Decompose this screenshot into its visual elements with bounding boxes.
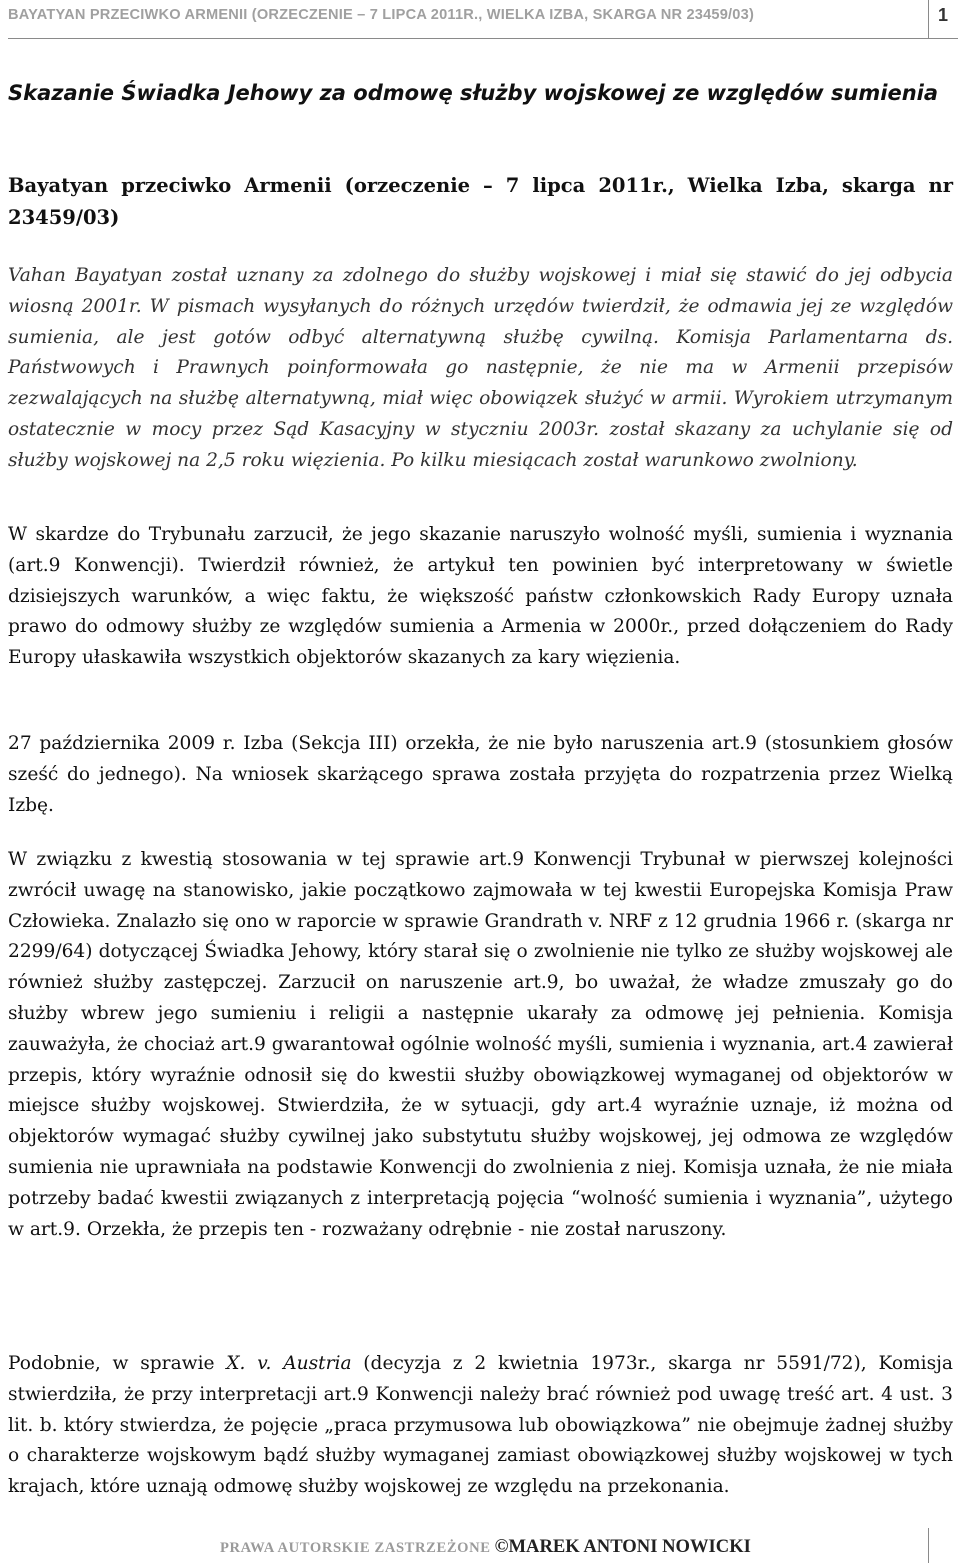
austria-case-name: X. v. Austria — [226, 1353, 352, 1374]
austria-paragraph-prefix: Podobnie, w sprawie — [8, 1353, 227, 1374]
rights-notice: PRAWA AUTORSKIE ZASTRZEŻONE — [220, 1540, 491, 1556]
page-footer — [8, 1528, 958, 1563]
chamber-judgment-paragraph: 27 października 2009 r. Izba (Sekcja III) orzekła, że nie było naruszenia art.9 (stosunkiem głosów sześć do jednego). Na wniosek skarżącego sprawa została przyjęta do rozpatrzenia przez Wielką Izbę. — [8, 733, 953, 816]
austria-case-paragraph — [8, 1349, 953, 1503]
document-title: Skazanie Świadka Jehowy za odmowę służby wojskowej ze względów sumienia — [8, 81, 939, 105]
case-summary-paragraph: Vahan Bayatyan został uznany za zdolnego do służby wojskowej i miał się stawić do jej odbycia wiosną 2001r. W pismach wysyłanych do różnych urzędów twierdził, że odmawia jej ze względów sumienia, ale jest gotów odbyć alternatywną służbę cywilną. Komisja Parlamentarna ds. Państwowych i Prawnych poinformowała go następnie, że nie ma w Armenii przepisów zezwalających na służbę alternatywną, miał więc obowiązek służyć w armii. Wyrokiem utrzymanym ostatecznie w mocy przez Sąd Kasacyjny w styczniu 2003r. został skazany za uchylanie się od służby wojskowej na 2,5 roku więzienia. Po kilku miesiącach został warunkowo zwolniony. — [8, 265, 953, 471]
page-header — [8, 0, 958, 39]
header-divider — [928, 0, 929, 38]
commission-position-paragraph: W związku z kwestią stosowania w tej sprawie art.9 Konwencji Trybunał w pierwszej kolejności zwrócił uwagę na stanowisko, jakie początkowo zajmowała w tej kwestii Europejska Komisja Praw Człowieka. Znalazło się ono w raporcie w sprawie Grandrath v. NRF z 12 grudnia 1966 r. (skarga nr 2299/64) dotyczącej Świadka Jehowy, który starał się o zwolnienie nie tylko ze służby wojskowej ale również służby zastępczej. Zarzucił on naruszenie art.9, bo uważał, że władze zmuszały go do służby wbrew jego sumieniu i religii a następnie ukarały za odmowę jej pełnienia. Komisja zauważyła, że chociaż art.9 gwarantował ogólnie wolność myśli, sumienia i wyznania, art.4 zawierał przepis, który wyraźnie odnosił się do kwestii służby obowiązkowej wymaganej od objektorów w miejsce służby wojskowej. Stwierdziła, że w sytuacji, gdy art.4 wyraźnie uznaje, iż można od objektorów wymagać służby cywilnej jako substytutu służby wojskowej, jej odmowa ze względów sumienia nie uprawniała na podstawie Konwencji do zwolnienia z niej. Komisja uznała, że nie miała potrzeby badać kwestii związanych z interpretacją pojęcia “wolność sumienia i wyznania”, użytego w art.9. Orzekła, że przepis ten - rozważany odrębnie - nie został naruszony. — [8, 849, 953, 1240]
complaint-paragraph: W skardze do Trybunału zarzucił, że jego skazanie naruszyło wolność myśli, sumienia i wyznania (art.9 Konwencji). Twierdził również, że artykuł ten powinien być interpretowany w świetle dzisiejszych warunków, a więc faktu, że większość państw członkowskich Rady Europy uznała prawo do odmowy służby ze względów sumienia a Armenia w 2000r., przed dołączeniem do Rady Europy ułaskawiła wszystkich objektorów skazanych za kary więzienia. — [8, 524, 953, 669]
case-title: Bayatyan przeciwko Armenii (orzeczenie – 7 lipca 2011r., Wielka Izba, skarga nr 23459/03) — [8, 174, 953, 229]
copyright-holder: ©MAREK ANTONI NOWICKI — [494, 1536, 751, 1557]
footer-copyright — [220, 1536, 751, 1558]
austria-paragraph-rest: (decyzja z 2 kwietnia 1973r., skarga nr 5591/72), Komisja stwierdziła, że przy interpretacji art.9 Konwencji należy brać również pod uwagę treść art. 4 ust. 3 lit. b. który stwierdza, że pojęcie „praca przymusowa lub obowiązkowa” nie obejmuje żadnej służby o charakterze wojskowym bądź służby wymaganej zamiast obowiązkowej służby wojskowej w tych krajach, które uznają odmowę służby wojskowej ze względu na przekonania. — [8, 1353, 953, 1498]
running-header-title: BAYATYAN PRZECIWKO ARMENII (ORZECZENIE – 7 LIPCA 2011R., WIELKA IZBA, SKARGA NR 23459/03) — [8, 7, 755, 23]
footer-divider — [928, 1528, 929, 1563]
page-number: 1 — [938, 5, 949, 25]
